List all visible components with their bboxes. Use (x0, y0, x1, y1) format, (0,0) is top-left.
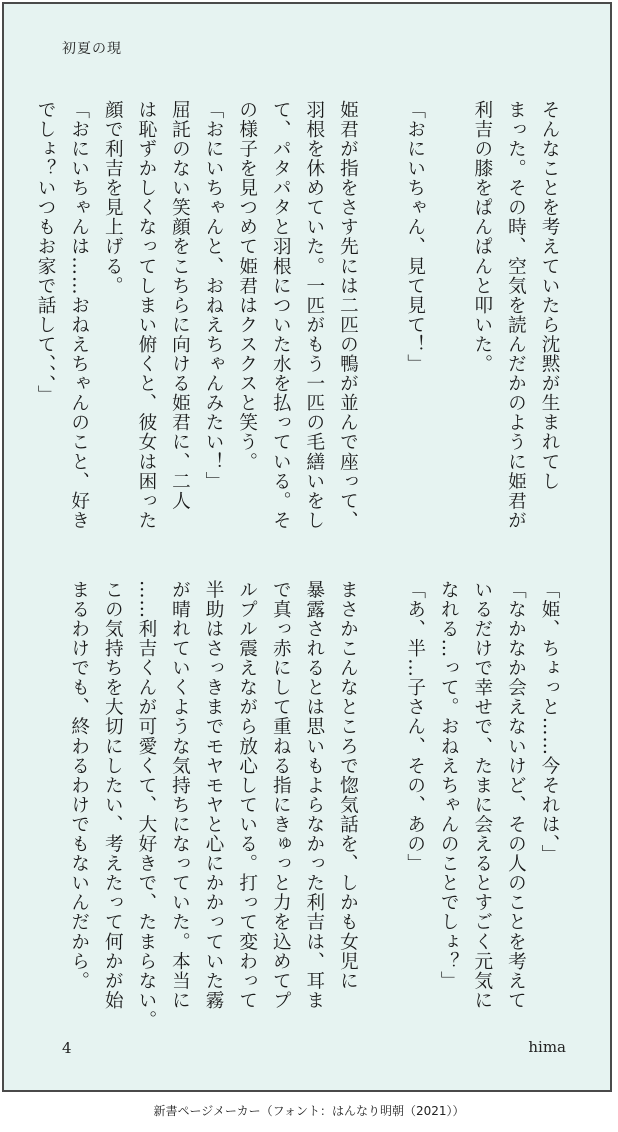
text-line: 「なかなか会えないけど、その人のことを考えて (505, 580, 527, 1011)
text-line: 「あ、半…子さん、その、あの」 (404, 580, 426, 874)
text-line: て、パタパタと羽根についた水を払っている。そ (270, 100, 292, 531)
text-line: 「おにいちゃんと、おねえちゃんみたい！」 (203, 100, 225, 491)
text-line: この気持ちを大切にしたい、考えたって何かが始 (102, 580, 124, 1011)
text-line: 「おにいちゃんは……おねえちゃんのこと、好き (68, 100, 90, 531)
text-line: ルプル震えながら放心している。打って変わって (236, 580, 258, 1011)
text-line: 利吉の膝をぱんぱんと叩いた。 (471, 100, 493, 374)
author-name: hima (528, 1038, 566, 1056)
text-line: いるだけで幸せで、たまに会えるとすごく元気に (471, 580, 493, 1011)
text-line: 「おにいちゃん、見て見て！」 (404, 100, 426, 374)
book-page (2, 2, 612, 1092)
page-number: 4 (62, 1039, 72, 1057)
text-line: まさかこんなところで惚気話を、しかも女児に (337, 580, 359, 991)
text-line: は恥ずかしくなってしまい俯くと、彼女は困った (135, 100, 157, 531)
text-line: そんなことを考えていたら沈黙が生まれてし (539, 100, 560, 491)
text-line: なれる…って。おねえちゃんのことでしょ？」 (438, 580, 460, 991)
text-line: でしょ？いつもお家で話して、、、」 (35, 100, 57, 405)
text-line: で真っ赤にして重ねる指にきゅっと力を込めてプ (270, 580, 292, 1011)
text-line: ……利吉くんが可愛くて、大好きで、たまらない。 (135, 580, 157, 1030)
running-title: 初夏の現 (62, 41, 122, 57)
text-line: まるわけでも、終わるわけでもないんだから。 (68, 580, 90, 991)
text-line: が晴れていくような気持ちになっていた。本当に (169, 580, 191, 1011)
text-line: 羽根を休めていた。一匹がもう一匹の毛繕いをし (303, 100, 325, 531)
blank-line (364, 100, 398, 570)
text-line: まった。その時、空気を読んだかのように姫君が (505, 100, 527, 531)
text-block-upper (29, 100, 567, 570)
text-line: 暴露されるとは思いもよらなかった利吉は、耳ま (303, 580, 325, 1011)
blank-line (432, 100, 466, 570)
text-line: の様子を見つめて姫君はクスクスと笑う。 (236, 100, 258, 472)
text-line: 姫君が指をさす先には二匹の鴨が並んで座って、 (337, 100, 359, 531)
text-block-lower (62, 580, 566, 1050)
text-line: 屈託のない笑顔をこちらに向ける姫君に、二人 (169, 100, 191, 511)
text-line: 半助はさっきまでモヤモヤと心にかかっていた霧 (203, 580, 225, 1011)
text-line: 顔で利吉を見上げる。 (102, 100, 124, 296)
generator-caption: 新書ページメーカー（フォント：はんなり明朝（2021）） (153, 1104, 465, 1118)
text-line: 「姫、ちょっと……今それは、」 (539, 580, 560, 864)
blank-line (364, 580, 398, 1050)
